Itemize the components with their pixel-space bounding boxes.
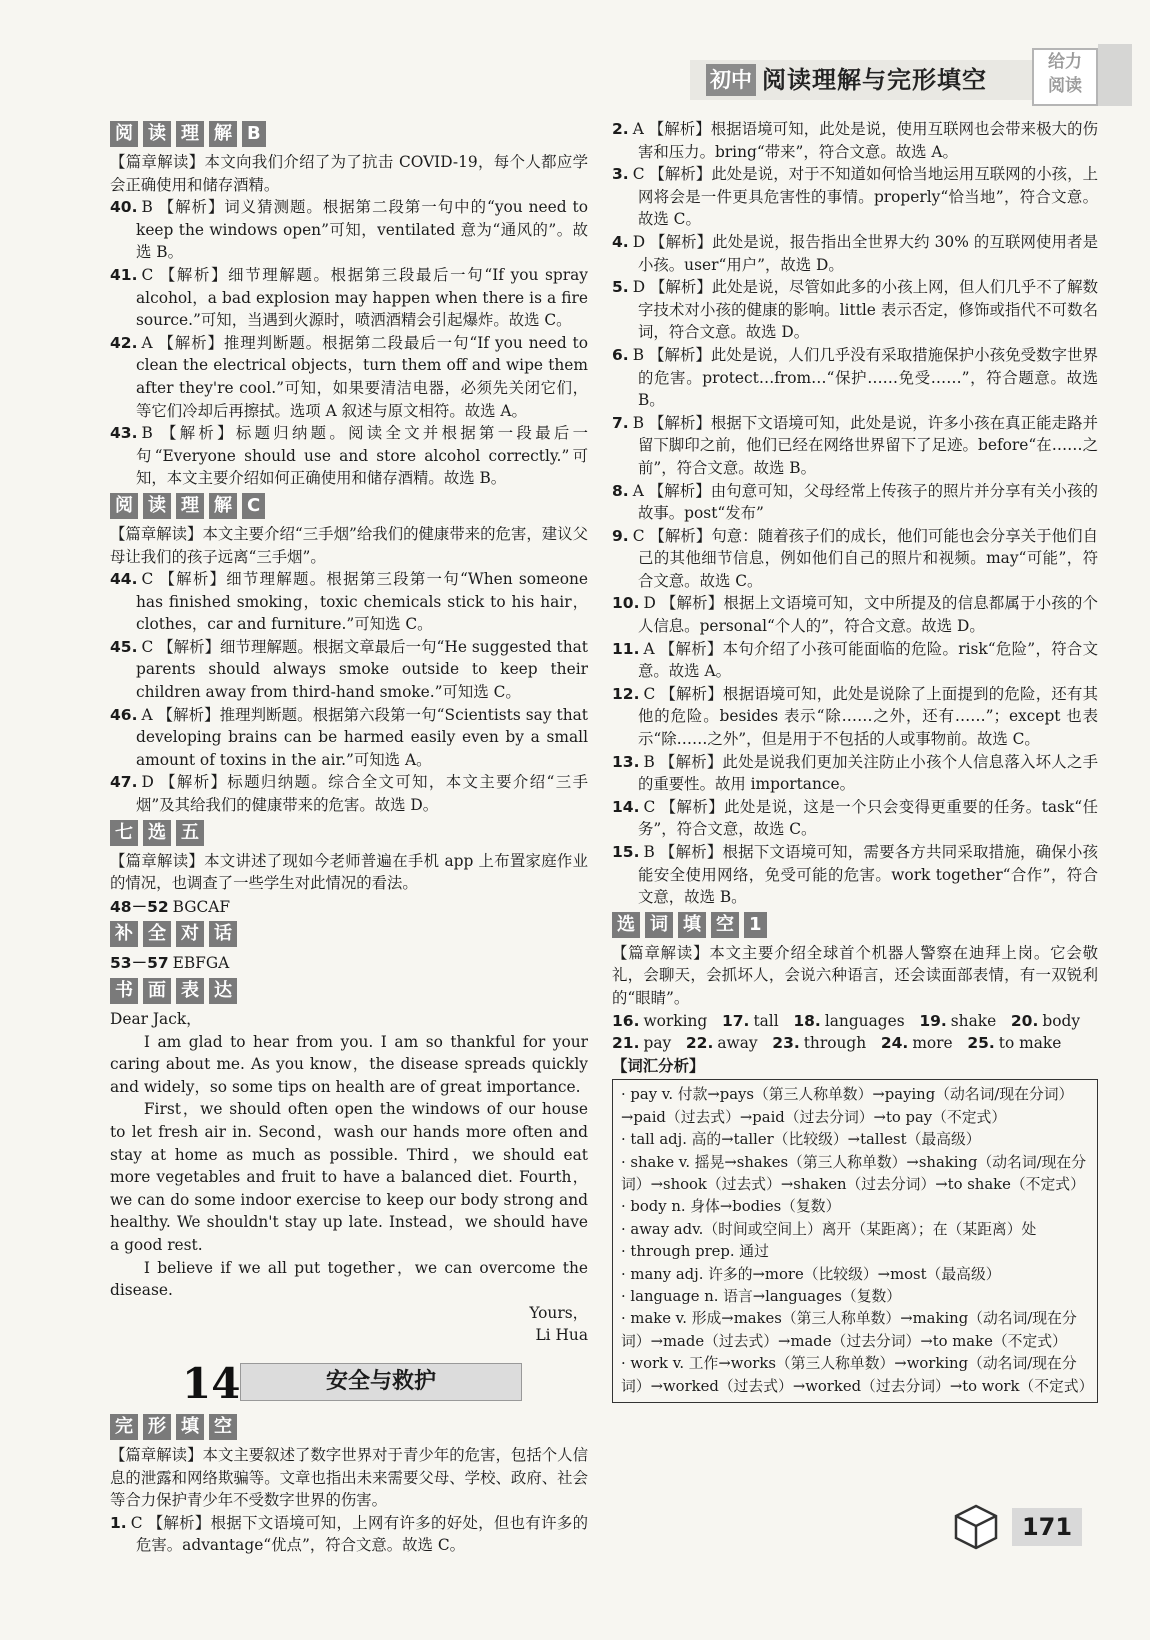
- brand-logo: [1032, 48, 1098, 106]
- answer-line: [110, 951, 588, 975]
- section-heading-reading-c: [110, 493, 265, 519]
- vocab-entry: · body n. 身体→bodies（复数）: [621, 1198, 841, 1216]
- heading-char: 全: [143, 921, 171, 947]
- logo-top: 给力: [1048, 52, 1082, 72]
- page-footer: [952, 1498, 1082, 1558]
- item-number: 18.: [793, 1011, 821, 1030]
- item-text: D 【解析】根据上文语境可知，文中所提及的信息都属于小孩的个人信息。personal“个人的”，符合文意。故选 D。: [638, 594, 1098, 636]
- heading-char: 理: [176, 493, 204, 519]
- heading-char: 话: [209, 921, 237, 947]
- left-column: [110, 118, 588, 1557]
- cube-icon: [952, 1502, 1000, 1552]
- section-heading-seven-five: [110, 820, 204, 846]
- item-number: 43.: [110, 424, 138, 443]
- letter-closing: Yours，: [529, 1303, 588, 1322]
- section-heading-writing: [110, 978, 237, 1004]
- item-number: 45.: [110, 637, 138, 656]
- item-text: B 【解析】根据下文语境可知，需要各方共同采取措施，确保小孩能安全使用网络，免受可能的危害。work together“合作”，符合文意，故选 B。: [638, 843, 1098, 907]
- heading-char: 阅: [110, 121, 138, 147]
- answer-item: [110, 196, 588, 264]
- item-text: EBFGA: [172, 954, 230, 973]
- vocab-entry: · shake v. 摇晃→shakes（第三人称单数）→shaking（动名词/现在分词）→shook（过去式）→shaken（过去分词）→to shake（不定式）: [621, 1153, 1087, 1193]
- vocab-entry: · make v. 形成→makes（第三人称单数）→making（动名词/现在分词）→made（过去式）→made（过去分词）→to make（不定式）: [621, 1310, 1077, 1350]
- heading-char: 填: [678, 912, 706, 938]
- item-number: 42.: [110, 333, 138, 352]
- heading-char: 对: [176, 921, 204, 947]
- item-number: 21.: [612, 1034, 640, 1053]
- answer-item: [612, 525, 1098, 593]
- vocab-entry: · through prep. 通过: [621, 1243, 769, 1261]
- item-number: 22.: [685, 1034, 714, 1053]
- letter-paragraph: I believe if we all put together，we can overcome the disease.: [110, 1258, 588, 1300]
- answer-item: [612, 344, 1098, 412]
- vocab-entry: · language n. 语言→languages（复数）: [621, 1288, 902, 1305]
- answer-item: [110, 771, 588, 816]
- item-number: 4.: [612, 232, 629, 251]
- item-number: 3.: [612, 165, 629, 184]
- answer-item: [110, 636, 588, 704]
- header-edge-block: [1098, 44, 1132, 106]
- section-heading-cloze: [110, 1414, 237, 1440]
- item-text: C 【解析】此处是说，对于不知道如何恰当地运用互联网的小孩，上网将会是一件更具危害性的事情。properly“恰当地”，符合文意。故选 C。: [632, 165, 1098, 229]
- heading-char: 读: [143, 493, 171, 519]
- heading-char: 空: [209, 1414, 237, 1440]
- vocab-box: [612, 1079, 1098, 1403]
- vocab-entry: · pay v. 付款→pays（第三人称单数）→paying（动名词/现在分词）→paid（过去式）→paid（过去分词）→to pay（不定式）: [621, 1086, 1074, 1126]
- heading-char: 空: [711, 912, 739, 938]
- answer-item: [612, 592, 1098, 637]
- heading-char: 形: [143, 1414, 171, 1440]
- item-text: C 【解析】细节理解题。根据文章最后一句“He suggested that parents should always smoke outside to keep their children away from third-hand smoke.”可知选 C。: [136, 637, 588, 702]
- letter-greeting: Dear Jack，: [110, 1010, 202, 1028]
- item-number: 12.: [612, 684, 640, 703]
- item-text: B 【解析】根据下文语境可知，此处是说，许多小孩在真正能走路并留下脚印之前，他们已经在网络世界留下了足迹。before“在……之前”，符合文意。故选 B。: [632, 413, 1098, 477]
- item-text: C 【解析】句意：随着孩子们的成长，他们可能也会分享关于他们自己的其他细节信息，例如他们自己的照片和视频。may“可能”，符合文意。故选 C。: [632, 526, 1098, 590]
- item-number: 53－57: [110, 954, 169, 973]
- answer-item: [612, 638, 1098, 683]
- answer-item: [612, 683, 1098, 751]
- letter-paragraph: First，we should often open the windows of our house to let fresh air in. Second，wash our hands more often and stay at home as much as possible. Third，we should eat more vegetables and fruit to have a balanced diet. Fourth，we can do some indoor exercise to keep our body strong and healthy. We shouldn't stay up late. Instead，we should have a good rest.: [110, 1100, 588, 1254]
- heading-char: 完: [110, 1414, 138, 1440]
- answer-item: [612, 118, 1098, 163]
- answer-item: [612, 841, 1098, 909]
- item-text: languages: [824, 1011, 905, 1030]
- heading-char: C: [242, 493, 265, 519]
- item-text: C 【解析】细节理解题。根据第三段第一句“When someone has finished smoking，toxic chemicals stick to his hair，clothes，car and furniture.”可知选 C。: [136, 570, 588, 634]
- item-number: 19.: [919, 1011, 947, 1030]
- item-text: B 【解析】标题归纳题。阅读全文并根据第一段最后一句“Everyone should use and store alcohol correctly.”可知，本文主要介绍如何正确使用和储存酒精。故选 B。: [136, 424, 588, 488]
- item-text: A 【解析】推理判断题。根据第六段第一句“Scientists say that developing brains can be harmed easily even by a small amount of toxins in the air.”可知选 A。: [136, 705, 588, 769]
- item-number: 16.: [612, 1011, 640, 1030]
- item-number: 9.: [612, 526, 629, 545]
- item-number: 15.: [612, 843, 640, 861]
- answer-item: [110, 704, 588, 772]
- section-heading-reading-b: [110, 121, 266, 147]
- item-text: to make: [998, 1034, 1062, 1053]
- letter-paragraph: I am glad to hear from you. I am so thankful for your caring about me. As you know，the disease spreads quickly and widely，so some tips on health are of great importance.: [110, 1032, 588, 1096]
- item-text: more: [912, 1034, 953, 1053]
- item-text: B 【解析】词义猜测题。根据第二段第一句中的“you need to keep the windows open”可知，ventilated 意为“通风的”。故选 B。: [136, 198, 588, 262]
- item-number: 6.: [612, 345, 629, 364]
- item-number: 48－52: [110, 897, 169, 916]
- item-number: 17.: [721, 1011, 750, 1030]
- answer-item: [110, 1512, 588, 1557]
- section-heading-dialog: [110, 921, 237, 947]
- item-number: 20.: [1010, 1011, 1039, 1030]
- heading-char: 面: [143, 978, 171, 1004]
- item-number: 24.: [880, 1034, 909, 1053]
- heading-char: 五: [176, 820, 204, 846]
- heading-char: 表: [176, 978, 204, 1004]
- answer-line: [612, 1010, 1098, 1033]
- item-number: 13.: [612, 752, 640, 771]
- item-text: A 【解析】推理判断题。根据第二段最后一句“If you need to clean the electrical objects，turn them off and wipe them after they're cool.”可知，如果要清洁电器，必须先关闭它们，等它们冷却后再擦拭。选项 A 叙述与原文相符。故选 A。: [136, 333, 588, 420]
- vocab-entry: · tall adj. 高的→taller（比较级）→tallest（最高级）: [621, 1131, 981, 1149]
- heading-char: B: [242, 121, 266, 147]
- item-number: 23.: [772, 1034, 800, 1053]
- answer-item: [110, 332, 588, 422]
- item-text: body: [1042, 1011, 1081, 1030]
- header-title: 阅读理解与完形填空: [762, 66, 987, 94]
- answer-item: [110, 422, 588, 490]
- item-text: D 【解析】此处是说，报告指出全世界大约 30% 的互联网使用者是小孩。user“用户”，故选 D。: [632, 232, 1098, 274]
- heading-char: 词: [645, 912, 673, 938]
- heading-char: 书: [110, 978, 138, 1004]
- item-number: 14.: [612, 797, 640, 816]
- item-number: 41.: [110, 265, 138, 284]
- answer-item: [110, 264, 588, 332]
- item-text: shake: [950, 1011, 997, 1030]
- item-text: B 【解析】此处是说我们更加关注防止小孩个人信息落入坏人之手的重要性。故用 importance。: [638, 752, 1098, 794]
- passage-intro: 【篇章解读】本文主要叙述了数字世界对于青少年的危害，包括个人信息的泄露和网络欺骗等。文章也指出未来需要父母、学校、政府、社会等合力保护青少年不受数字世界的伤害。: [110, 1445, 588, 1510]
- heading-char: 阅: [110, 493, 138, 519]
- answer-line: [110, 895, 588, 919]
- passage-intro: 【篇章解读】本文主要介绍“三手烟”给我们的健康带来的危害，建议父母让我们的孩子远离“三手烟”。: [110, 524, 588, 566]
- heading-char: 解: [209, 493, 237, 519]
- heading-char: 选: [612, 912, 640, 938]
- answer-item: [612, 480, 1098, 525]
- vocab-title: 【词汇分析】: [612, 1056, 705, 1075]
- vocab-entry: · away adv.（时间或空间上）离开（某距离）；在（某距离）处: [621, 1220, 1037, 1238]
- item-text: C 【解析】根据语境可知，此处是说除了上面提到的危险，还有其他的危险。besides 表示“除……之外，还有……”；except 也表示“除……之外”，但是用于不包括的人或事物前。故选 C。: [638, 684, 1098, 749]
- item-text: A 【解析】根据语境可知，此处是说，使用互联网也会带来极大的伤害和压力。bring“带来”，符合文意。故选 A。: [632, 120, 1098, 161]
- item-text: through: [803, 1034, 867, 1053]
- heading-char: 1: [744, 912, 767, 938]
- passage-intro: 【篇章解读】本文讲述了现如今老师普遍在手机 app 上布置家庭作业的情况，也调查了一些学生对此情况的看法。: [110, 851, 588, 893]
- item-text: BGCAF: [172, 897, 231, 916]
- header-tag: 初中: [706, 64, 756, 96]
- heading-char: 七: [110, 820, 138, 846]
- item-text: C 【解析】此处是说，这是一个只会变得更重要的任务。task“任务”，符合文意，故选 C。: [638, 797, 1098, 839]
- item-number: 44.: [110, 570, 138, 589]
- heading-char: 读: [143, 121, 171, 147]
- section-heading-word-fill: [612, 912, 767, 938]
- heading-char: 达: [209, 978, 237, 1004]
- answer-item: [612, 276, 1098, 344]
- item-text: A 【解析】由句意可知，父母经常上传孩子的照片并分享有关小孩的故事。post“发布”: [632, 481, 1098, 523]
- answer-item: [612, 163, 1098, 231]
- item-number: 25.: [967, 1034, 995, 1053]
- item-number: 2.: [612, 120, 629, 138]
- item-text: B 【解析】此处是说，人们几乎没有采取措施保护小孩免受数字世界的危害。protect…from…“保护……免受……”，符合题意。故选 B。: [632, 345, 1098, 410]
- vocab-entry: · work v. 工作→works（第三人称单数）→working（动名词/现在分词）→worked（过去式）→worked（过去分词）→to work（不定式）: [621, 1355, 1094, 1395]
- item-text: C 【解析】根据下文语境可知，上网有许多的好处，但也有许多的危害。advantage“优点”，符合文意。故选 C。: [130, 1513, 588, 1555]
- item-text: D 【解析】此处是说，尽管如此多的小孩上网，但人们几乎不了解数字技术对小孩的健康的影响。little 表示否定，修饰或指代不可数名词，符合文意。故选 D。: [632, 278, 1098, 342]
- item-number: 46.: [110, 705, 138, 724]
- answer-item: [612, 796, 1098, 841]
- item-text: A 【解析】本句介绍了小孩可能面临的危险。risk“危险”，符合文意。故选 A。: [638, 639, 1098, 681]
- answer-line: [612, 1032, 1098, 1055]
- page-header: [0, 0, 1150, 110]
- sample-letter: [110, 1008, 588, 1347]
- vocab-entry: · many adj. 许多的→more（比较级）→most（最高级）: [621, 1265, 1001, 1283]
- item-text: tall: [753, 1011, 779, 1030]
- item-number: 47.: [110, 773, 138, 792]
- item-text: C 【解析】细节理解题。根据第三段最后一句“If you spray alcohol，a bad explosion may happen when there is a fire source.”可知，当遇到火源时，喷洒酒精会引起爆炸。故选 C。: [136, 265, 588, 330]
- answer-item: [612, 751, 1098, 796]
- item-number: 40.: [110, 198, 138, 217]
- item-number: 7.: [612, 413, 629, 432]
- item-number: 11.: [612, 639, 640, 658]
- answer-item: [612, 412, 1098, 480]
- item-text: pay: [643, 1034, 672, 1053]
- item-number: 5.: [612, 278, 629, 297]
- item-number: 8.: [612, 481, 629, 500]
- answer-item: [612, 231, 1098, 276]
- unit-banner: [110, 1355, 588, 1408]
- heading-char: 补: [110, 921, 138, 947]
- passage-intro: 【篇章解读】本文向我们介绍了为了抗击 COVID-19，每个人都应学会正确使用和储存酒精。: [110, 153, 588, 194]
- letter-signature: Li Hua: [535, 1326, 588, 1345]
- heading-char: 填: [176, 1414, 204, 1440]
- heading-char: 解: [209, 121, 237, 147]
- unit-number: 14: [182, 1358, 241, 1408]
- logo-bottom: 阅读: [1048, 76, 1082, 96]
- item-text: D 【解析】标题归纳题。综合全文可知，本文主要介绍“三手烟”及其给我们的健康带来的危害。故选 D。: [136, 773, 588, 815]
- heading-char: 选: [143, 820, 171, 846]
- heading-char: 理: [176, 121, 204, 147]
- item-text: working: [643, 1011, 708, 1030]
- item-number: 1.: [110, 1513, 127, 1532]
- item-text: away: [717, 1034, 758, 1053]
- passage-intro: 【篇章解读】本文主要介绍全球首个机器人警察在迪拜上岗。它会敬礼，会聊天，会抓坏人，会说六种语言，还会读面部表情，有一双锐利的“眼睛”。: [612, 943, 1098, 1007]
- answer-item: [110, 568, 588, 636]
- page-number: 171: [1012, 1508, 1082, 1546]
- right-column: [612, 118, 1098, 1403]
- unit-title: 安全与救护: [240, 1363, 522, 1401]
- item-number: 10.: [612, 594, 640, 613]
